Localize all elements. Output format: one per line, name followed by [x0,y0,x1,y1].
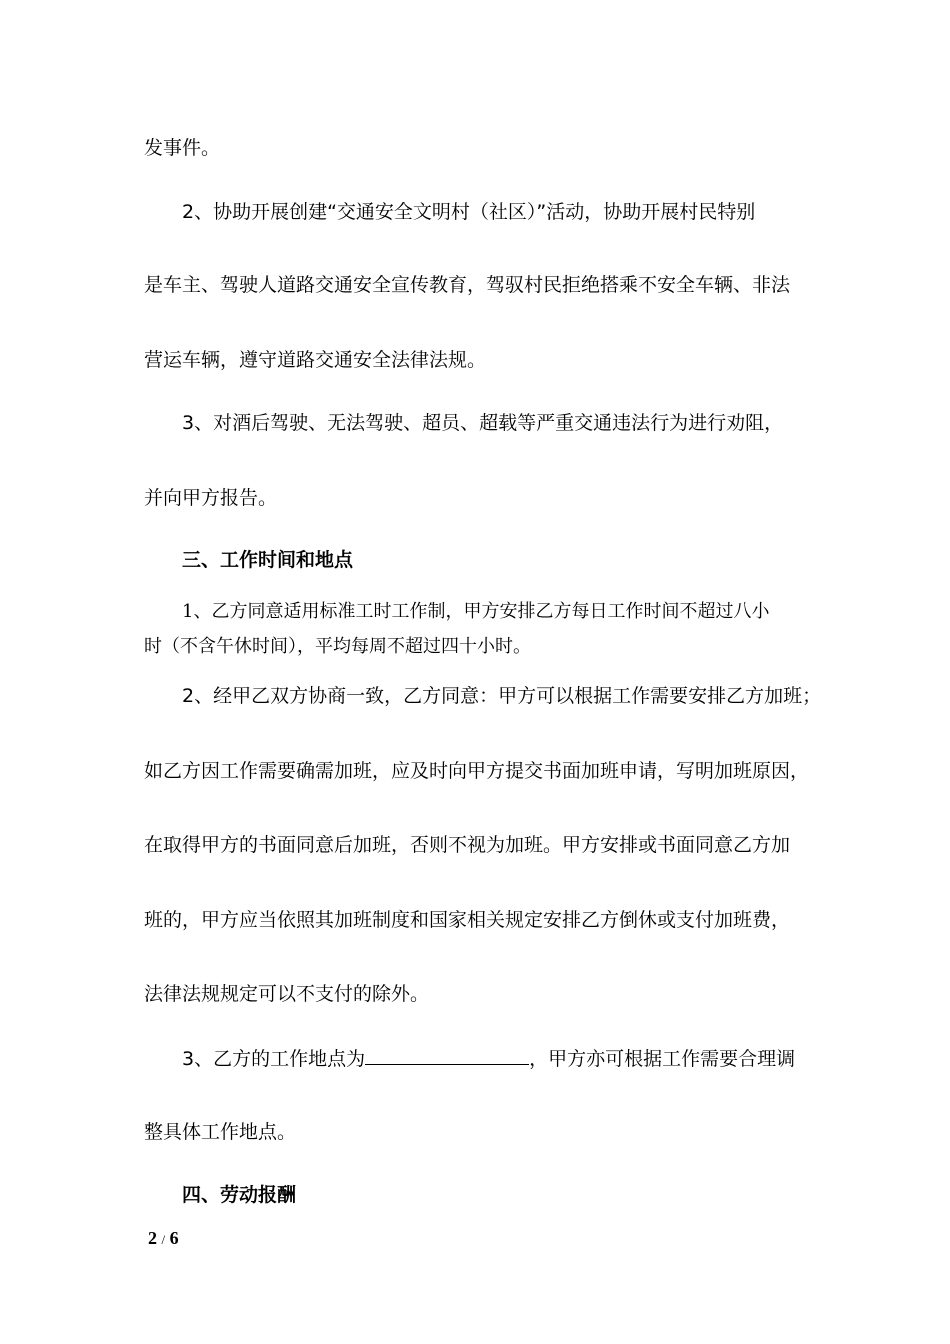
paragraph-line: 1、乙方同意适用标准工时工作制，甲方安排乙方每日工作时间不超过八小 [182,601,770,622]
work-location-blank [365,1046,529,1065]
paragraph-line: 2、协助开展创建“交通安全文明村（社区）”活动，协助开展村民特别 [182,201,756,223]
paragraph-line: 班的，甲方应当依照其加班制度和国家相关规定安排乙方倒休或支付加班费， [144,909,791,931]
paragraph-line: 时（不含午休时间），平均每周不超过四十小时。 [144,636,531,657]
work-location-tail: ，甲方亦可根据工作需要合理调 [529,1048,796,1070]
paragraph-line: 在取得甲方的书面同意后加班，否则不视为加班。甲方安排或书面同意乙方加 [144,834,791,856]
paragraph-line: 整具体工作地点。 [144,1121,297,1143]
paragraph-line: 2、经甲乙双方协商一致，乙方同意：甲方可以根据工作需要安排乙方加班； [182,685,822,707]
page-current: 2 [148,1228,157,1248]
section-heading: 三、工作时间和地点 [182,549,354,571]
section-heading: 四、劳动报酬 [182,1184,297,1206]
page-separator: / [161,1232,166,1247]
work-location-label: 3、乙方的工作地点为 [182,1048,366,1070]
paragraph-line: 法律法规规定可以不支付的除外。 [144,983,430,1005]
paragraph-line: 营运车辆，遵守道路交通安全法律法规。 [144,349,487,371]
page-total: 6 [169,1228,179,1248]
paragraph-line: 是车主、驾驶人道路交通安全宣传教育，驾驭村民拒绝搭乘不安全车辆、非法 [144,274,791,296]
paragraph-line [182,1046,795,1070]
paragraph-line: 并向甲方报告。 [144,487,278,509]
paragraph-line: 3、对酒后驾驶、无法驾驶、超员、超载等严重交通违法行为进行劝阻， [182,412,784,434]
paragraph-line: 如乙方因工作需要确需加班，应及时向甲方提交书面加班申请，写明加班原因， [144,760,810,782]
page-number [148,1228,179,1250]
paragraph-line: 发事件。 [144,137,221,159]
